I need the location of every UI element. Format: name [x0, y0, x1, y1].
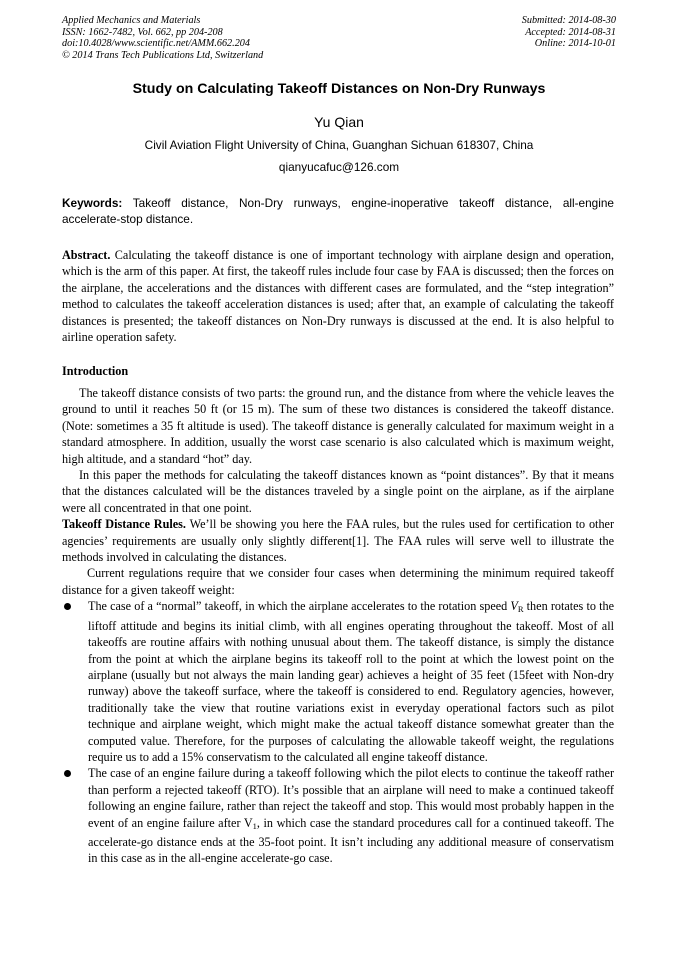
journal-name: Applied Mechanics and Materials	[62, 15, 201, 26]
introduction-heading: Introduction	[62, 364, 129, 378]
abstract-block	[62, 247, 614, 345]
abstract-label: Abstract.	[62, 248, 111, 262]
keywords-block	[62, 195, 614, 227]
bullet-icon	[64, 770, 71, 777]
submitted-date: Submitted: 2014-08-30	[521, 15, 616, 26]
author-email: qianyucafuc@126.com	[278, 160, 400, 174]
online-date: Online: 2014-10-01	[534, 38, 616, 50]
author-affiliation: Civil Aviation Flight University of China, Guanghan Sichuan 618307, China	[144, 138, 534, 152]
author-name: Yu Qian	[314, 114, 364, 130]
abstract-text: Calculating the takeoff distance is one of important technology with airplane design and operation, which is the arm of this paper. At first, the takeoff rules include four case by FAA is discussed; then the forces on the airplane, the accelerations and the distances with different cases are formulated, and the “step integration” method to calculates the takeoff acceleration distances is used; after that, an example of calculating the takeoff distances is presented; the takeoff distances on Non-Dry runways is discussed at the end. It is also helpful to airline operation safety.	[62, 248, 614, 345]
accepted-date: Accepted: 2014-08-31	[525, 26, 616, 38]
keywords-label: Keywords:	[62, 196, 123, 210]
rules-label: Takeoff Distance Rules.	[62, 517, 186, 532]
dates-info	[522, 15, 616, 61]
keywords-text: Takeoff distance, Non-Dry runways, engine-inoperative takeoff distance, all-engine accelerate-stop distance.	[62, 196, 614, 226]
introduction-body	[62, 385, 614, 867]
rules-paragraph	[62, 516, 614, 565]
intro-paragraph-4: Current regulations require that we consider four cases when determining the minimum required takeoff distance for a given takeoff weight:	[62, 566, 614, 597]
paper-title: Study on Calculating Takeoff Distances on Non-Dry Runways	[132, 81, 546, 97]
doi-line: doi:10.4028/www.scientific.net/AMM.662.204	[62, 38, 250, 50]
list-item: The case of an engine failure during a takeoff following which the pilot elects to continue the takeoff rather than perform a rejected takeoff (RTO). It’s possible that an airplane will need to make a continued takeoff following an engine failure, rather than reject the takeoff and stop. This would most probably happen in the event of an engine failure after $V_1$, in which case the standard procedures call for a continued takeoff. The accelerate-go distance ends at the 35-foot point. It isn’t including any additional measure of conservatism in this case as in the all-engine accelerate-go case.	[62, 765, 614, 866]
rules-text: We’ll be showing you here the FAA rules, but the rules used for certification to other agencies’ requirements are usually only slightly different[1]. The FAA rules will serve well to illustrate the methods involved in calculating the distances.	[62, 517, 614, 565]
journal-info	[62, 15, 263, 61]
list-item: The case of a “normal” takeoff, in which the airplane accelerates to the rotation speed $V_R$ then rotates to the liftoff attitude and begins its initial climb, with all engines operating throughout the takeoff. Most of all takeoffs are routine affairs with nothing unusual about them. The takeoff distance, is simply the distance from the point at which the airplane begins its takeoff roll to the point at which the lowest point on the airplane (usually but not always the main landing gear) achieves a height of 35 feet (15feet with Non-dry runway) above the takeoff surface, where the takeoff is considered to end. Regulatory agencies, however, traditionally take the view that routine variations exist in everyday operational factors such as pilot technique and airplane weight, which might make the actual takeoff distance somewhat greater than the computed value. Therefore, for the purposes of calculating the allowable takeoff weight, the regulations require us to add a 15% conservatism to the calculated all engine takeoff distance.	[62, 598, 614, 765]
bullet-icon	[64, 603, 71, 610]
intro-paragraph-2: In this paper the methods for calculating the takeoff distances known as “point distances”. By that it means that the distances calculated will be the distances traveled by a single point on the airplane, as if the airplane were all concentrated in that one point.	[62, 468, 614, 515]
copyright-line: © 2014 Trans Tech Publications Ltd, Switzerland	[62, 49, 264, 61]
journal-header	[62, 15, 616, 61]
issn-line: ISSN: 1662-7482, Vol. 662, pp 204-208	[62, 26, 223, 38]
intro-paragraph-1: The takeoff distance consists of two parts: the ground run, and the distance from where the vehicle leaves the ground to until it reaches 50 ft (or 15 m). The sum of these two distances is considered the takeoff distance. (Note: sometimes a 35 ft altitude is used). The takeoff distance is generally calculated for maximum weight in a standard atmosphere. In addition, usually the worst case scenario is also calculated which is maximum weight, high altitude, and a standard “hot” day.	[62, 386, 614, 466]
takeoff-cases-list	[62, 598, 614, 867]
